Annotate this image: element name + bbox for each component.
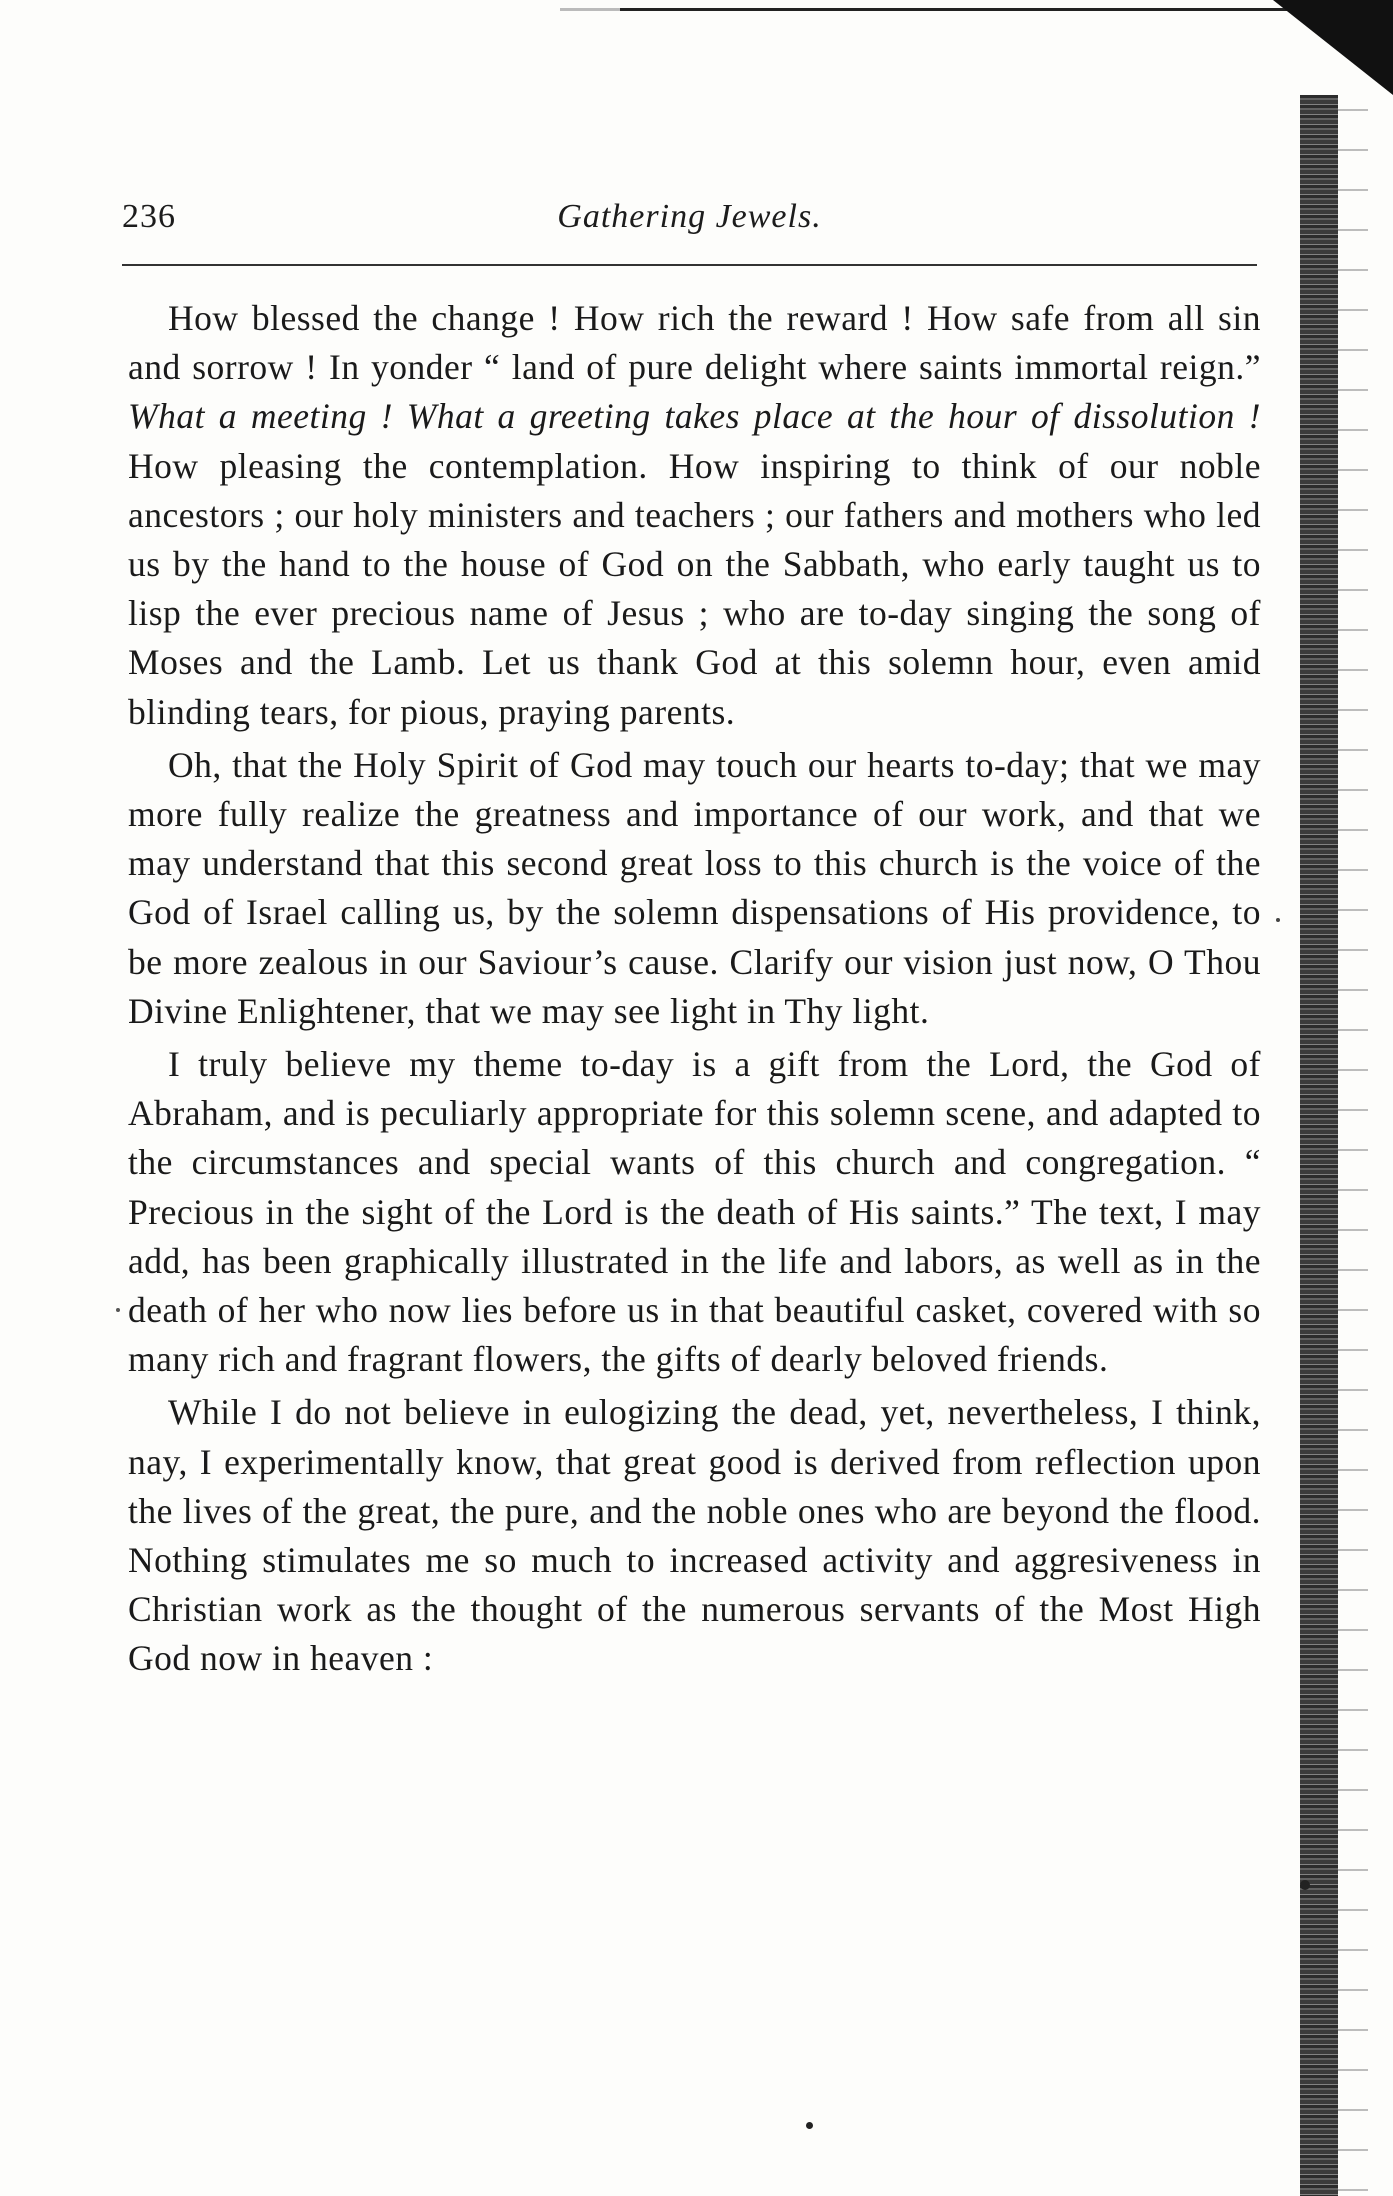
margin-mark [116, 1308, 120, 1312]
paragraph [128, 1040, 1261, 1384]
italic-phrase: What a meeting ! What a greeting takes place at the hour of dissolution ! [128, 396, 1261, 437]
margin-mark [1300, 1880, 1310, 1890]
book-title: Gathering Jewels. [557, 198, 822, 235]
text-run: While I do not believe in eulogizing the dead, yet, nevertheless, I think, nay, I experimentally know, that great good is derived from reflection upon the lives of the great, the pure, and the noble ones who are beyond the flood. Nothing stimulates me so much to increased activity and aggresiveness in Christian work as the thought of the numerous servants of the Most High God now in heaven : [128, 1392, 1261, 1679]
binding-gutter-edge [1338, 95, 1368, 2196]
paragraph [128, 741, 1261, 1036]
text-run: Oh, that the Holy Spirit of God may touch our hearts to-day; that we may more fully realize the greatness and importance of our work, and that we may understand that this second great loss to this church is the voice of the God of Israel calling us, by the solemn dispensations of His providence, to be more zealous in our Saviour’s cause. Clarify our vision just now, O Thou Divine Enlightener, that we may see light in Thy light. [128, 744, 1261, 1031]
text-run: How pleasing the contemplation. How inspiring to think of our noble ancestors ; our holy ministers and teachers ; our fathers and mothers who led us by the hand to the house of God on the Sabbath, who early taught us to lisp the ever precious name of Jesus ; who are to-day singing the song of Moses and the Lamb. Let us thank God at this solemn hour, even amid blinding tears, for pious, praying parents. [128, 445, 1261, 732]
running-head [122, 198, 1257, 248]
page-top-edge [560, 8, 1360, 11]
text-run: I truly believe my theme to-day is a gift from the Lord, the God of Abraham, and is peculiarly appropriate for this solemn scene, and adapted to the circumstances and special wants of this church and congregation. “ Precious in the sight of the Lord is the death of His saints.” The text, I may add, has been graphically illustrated in the life and labors, as well as in the death of her who now lies before us in that beautiful casket, covered with so many rich and fragrant flowers, the gifts of dearly beloved friends. [128, 1044, 1261, 1380]
paragraph [128, 1388, 1261, 1683]
page-corner-shadow [1273, 0, 1393, 95]
page-number: 236 [122, 198, 176, 235]
paragraph [128, 294, 1261, 737]
page-top-edge-fade [560, 8, 620, 11]
margin-mark [1276, 918, 1280, 922]
body-text [128, 294, 1261, 1688]
header-rule [122, 264, 1257, 266]
footer-mark [806, 2122, 813, 2129]
text-run: How blessed the change ! How rich the reward ! How safe from all sin and sorrow ! In yonder “ land of pure delight where saints immortal reign.” [128, 298, 1261, 388]
